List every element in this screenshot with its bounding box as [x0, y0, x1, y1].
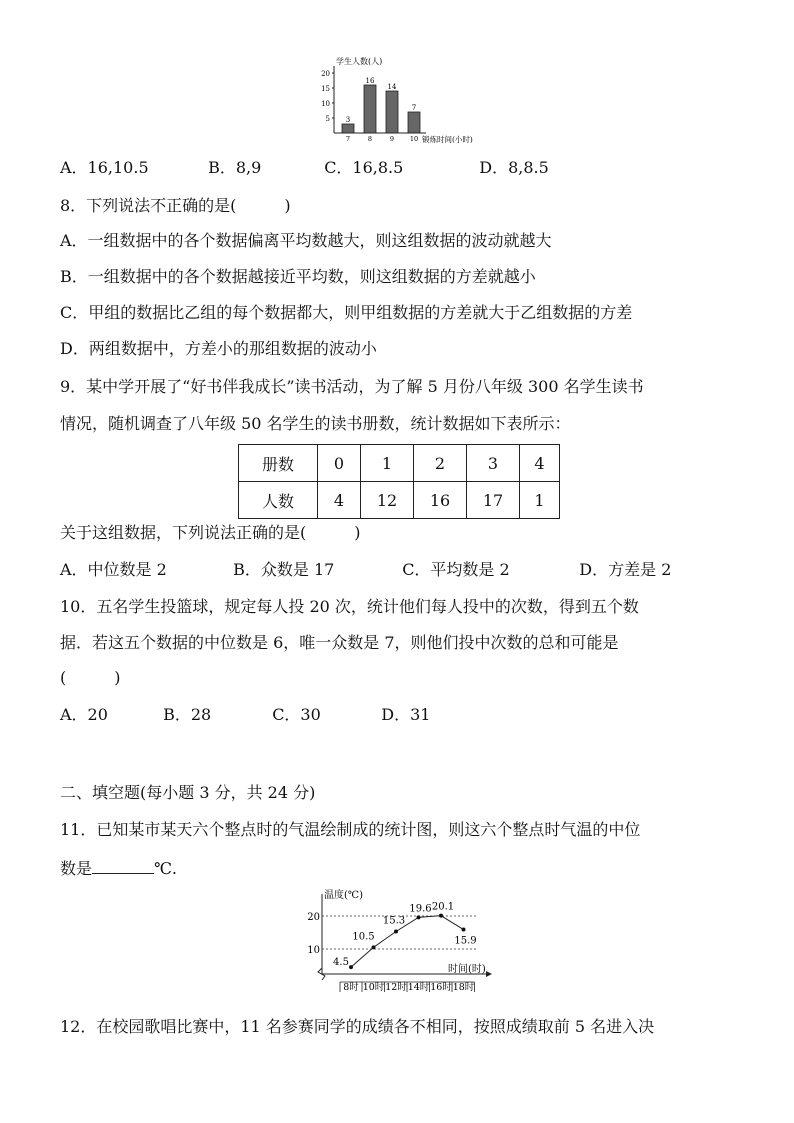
q8-stem: 8．下列说法不正确的是( )	[60, 196, 291, 215]
q10-option-a[interactable]: A．20	[60, 705, 108, 724]
table-cell: 3	[467, 445, 520, 482]
data-label: 15.3	[382, 915, 406, 927]
table-cell: 4	[520, 445, 560, 482]
data-label: 4.5	[333, 957, 349, 969]
q11-text-b: ℃.	[154, 859, 177, 878]
q9-option-a[interactable]: A．中位数是 2	[60, 560, 167, 579]
line-chart-xlabel: 时间(时)	[448, 964, 486, 975]
table-cell: 册数	[239, 445, 318, 482]
table-cell: 2	[414, 445, 467, 482]
table-row	[239, 445, 560, 482]
q7-option-c[interactable]: C．16,8.5	[324, 158, 404, 177]
q8-option-a[interactable]: A．一组数据中的各个数据偏离平均数越大，则这组数据的波动就越大	[60, 231, 552, 250]
table-cell: 16	[414, 482, 467, 519]
y-tick-label: 10	[307, 945, 320, 956]
data-label: 15.9	[454, 935, 477, 947]
q11-line1: 11．已知某市某天六个整点时的气温绘制成的统计图，则这六个整点时气温的中位	[60, 820, 641, 839]
bar-value-label: 14	[387, 83, 397, 91]
bar-value-label: 7	[411, 104, 417, 112]
bar	[342, 124, 354, 133]
x-tick-label: 10	[409, 135, 419, 143]
q10-option-b[interactable]: B．28	[163, 705, 212, 724]
x-tick-label: 18时	[452, 982, 475, 993]
bar-chart-xlabel: 锻炼时间(小时)	[422, 135, 473, 144]
q10-line3: ( )	[60, 668, 121, 687]
table-cell: 4	[318, 482, 361, 519]
line-chart-ylabel: 温度(℃)	[324, 890, 363, 901]
table-row	[239, 482, 560, 519]
data-label: 19.6	[409, 903, 432, 915]
q10-option-c[interactable]: C．30	[272, 705, 321, 724]
table-cell: 人数	[239, 482, 318, 519]
q7-option-d[interactable]: D．8,8.5	[479, 158, 549, 177]
q10-options	[60, 705, 430, 725]
x-tick-label: 8时	[343, 982, 359, 993]
q8-option-b[interactable]: B．一组数据中的各个数据越接近平均数，则这组数据的方差就越小	[60, 267, 536, 286]
q9-option-c[interactable]: C．平均数是 2	[402, 560, 510, 579]
data-label: 10.5	[352, 931, 375, 943]
x-tick-label: 7	[345, 135, 351, 143]
q11-text-a: 数是	[60, 859, 93, 878]
section-heading: 二、填空题(每小题 3 分，共 24 分)	[60, 783, 316, 802]
bar-chart-ylabel: 学生人数(人)	[336, 57, 383, 66]
table-cell: 0	[318, 445, 361, 482]
y-tick-label: 20	[307, 912, 320, 923]
bar-chart-exercise-time	[316, 52, 486, 147]
q11-line2	[60, 857, 177, 879]
q9-options	[60, 560, 671, 580]
data-point	[372, 945, 376, 949]
table-cell: 1	[361, 445, 414, 482]
x-tick-label: 10时	[362, 982, 385, 993]
q9-stem-line2: 情况，随机调查了八年级 50 名学生的读书册数，统计数据如下表所示：	[60, 414, 571, 433]
q9-option-b[interactable]: B．众数是 17	[233, 560, 335, 579]
q10-option-d[interactable]: D．31	[381, 705, 431, 724]
bar	[364, 85, 376, 133]
table-cell: 12	[361, 482, 414, 519]
data-point	[417, 915, 421, 919]
table-cell: 17	[467, 482, 520, 519]
y-tick-label: 20	[321, 70, 330, 78]
line-chart-temperature	[298, 884, 498, 996]
data-point	[439, 914, 443, 918]
data-point	[349, 965, 353, 969]
q7-option-a[interactable]: A．16,10.5	[60, 158, 149, 177]
table-cell: 1	[520, 482, 560, 519]
q10-line1: 10．五名学生投篮球，规定每人投 20 次，统计他们每人投中的次数，得到五个数	[60, 597, 639, 616]
bar	[386, 91, 398, 133]
y-tick-label: 10	[321, 100, 330, 108]
q9-data-table	[238, 444, 560, 519]
x-tick-label: 12时	[385, 982, 407, 993]
q7-option-b[interactable]: B．8,9	[208, 158, 262, 177]
y-tick-label: 15	[321, 85, 330, 93]
x-tick-label: 14时	[407, 982, 430, 993]
x-axis-arrow-icon	[486, 971, 492, 977]
bar-value-label: 3	[345, 116, 351, 124]
bar	[408, 112, 420, 133]
q9-stem-line1: 9．某中学开展了“好书伴我成长”读书活动，为了解 5 月份八年级 300 名学生读书	[60, 377, 644, 396]
q12-line1: 12．在校园歌唱比赛中，11 名参赛同学的成绩各不相同，按照成绩取前 5 名进入决	[60, 1017, 655, 1036]
q8-option-d[interactable]: D．两组数据中，方差小的那组数据的波动小	[60, 339, 377, 358]
q11-answer-blank[interactable]	[92, 857, 154, 874]
q7-options	[60, 158, 549, 178]
q9-option-d[interactable]: D．方差是 2	[579, 560, 672, 579]
q9-question: 关于这组数据，下列说法正确的是( )	[60, 523, 361, 542]
data-label: 20.1	[431, 901, 455, 913]
y-tick-label: 5	[325, 115, 330, 123]
q10-line2: 据．若这五个数据的中位数是 6，唯一众数是 7，则他们投中次数的总和可能是	[60, 633, 619, 652]
q8-option-c[interactable]: C．甲组的数据比乙组的每个数据都大，则甲组数据的方差就大于乙组数据的方差	[60, 303, 633, 322]
x-tick-label: 16时	[430, 982, 452, 993]
x-tick-label: 8	[367, 135, 373, 143]
x-tick-label: 9	[389, 135, 395, 143]
data-point	[394, 930, 398, 934]
data-point	[462, 928, 466, 932]
bar-value-label: 16	[365, 77, 375, 85]
